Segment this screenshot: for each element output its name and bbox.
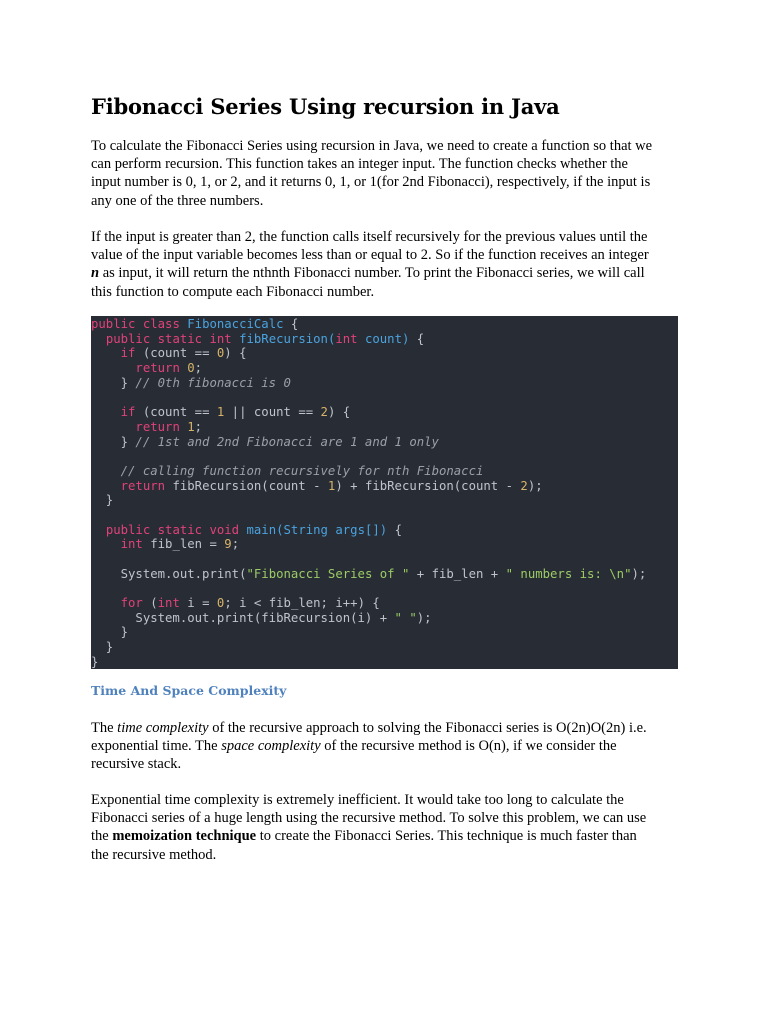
code-line [91, 581, 678, 596]
emphasis-space-complexity: space complexity [221, 738, 321, 755]
text-line: recursive stack. [91, 756, 182, 773]
page-title: Fibonacci Series Using recursion in Java [91, 94, 560, 119]
emphasis-time-complexity: time complexity [117, 720, 209, 736]
code-block [91, 316, 678, 669]
intro-paragraph [91, 137, 681, 210]
text-line: input number is 0, 1, or 2, and it returns 0, 1, or 1(for 2nd Fibonacci), respectively, if the input is [91, 174, 651, 191]
text-fragment: as input, it will return the nthnth Fibonacci number. To print the Fibonacci series, we will call [99, 265, 645, 282]
text-line: Exponential time complexity is extremely inefficient. It would take too long to calculate the [91, 792, 624, 808]
code-line [91, 390, 678, 405]
code-line: return 1; [135, 419, 203, 434]
code-line: } [91, 654, 99, 669]
section-heading: Time And Space Complexity [91, 683, 287, 698]
code-line: } [91, 640, 114, 655]
code-line: } // 0th fibonacci is 0 [91, 375, 291, 390]
code-line: if (count == 1 || count == 2) { [120, 405, 351, 420]
code-line: return 0; [135, 361, 203, 376]
memoization-paragraph [91, 791, 681, 864]
code-line: } [91, 493, 114, 508]
code-line: public static void main(String args[]) { [105, 522, 402, 537]
code-line: for (int i = 0; i < fib_len; i++) { [120, 596, 380, 611]
code-line: int fib_len = 9; [120, 537, 240, 552]
code-line: return fibRecursion(count - 1) + fibRecursion(count - 2); [120, 478, 543, 493]
text-line [91, 264, 681, 282]
text-line: exponential time. The space complexity of the recursive method is O(n), if we consider the [91, 738, 617, 755]
text-line: can perform recursion. This function takes an integer input. The function checks whether the [91, 156, 628, 173]
code-line: System.out.print("Fibonacci Series of " + fib_len + " numbers is: \n"); [91, 566, 647, 581]
text-line: Fibonacci series of a huge length using the recursive method. To solve this problem, we can use [91, 810, 647, 827]
text-line: value of the input variable becomes less than or equal to 2. So if the function receives an integer [91, 247, 649, 264]
text-line: any one of the three numbers. [91, 192, 264, 209]
code-line: public static int fibRecursion(int count) { [105, 331, 425, 346]
code-line [91, 508, 678, 523]
variable-n: n [91, 265, 100, 282]
code-line: System.out.print(fibRecursion(i) + " "); [91, 610, 432, 625]
recursion-paragraph [91, 228, 681, 301]
code-line: public class FibonacciCalc { [91, 317, 299, 331]
text-line: this function to compute each Fibonacci number. [91, 283, 375, 300]
code-line [91, 449, 678, 464]
text-line: the recursive method. [91, 846, 217, 863]
code-line: } // 1st and 2nd Fibonacci are 1 and 1 only [91, 434, 439, 449]
text-line: If the input is greater than 2, the function calls itself recursively for the previous values until the [91, 229, 648, 245]
text-line: The time complexity of the recursive approach to solving the Fibonacci series is O(2n)O(2n) i.e. [91, 720, 647, 736]
code-content [91, 316, 678, 669]
code-line: // calling function recursively for nth Fibonacci [120, 463, 484, 478]
bold-memoization-technique: memoization technique [112, 828, 257, 845]
code-line [91, 552, 678, 567]
complexity-paragraph [91, 719, 681, 774]
code-line: if (count == 0) { [120, 346, 247, 361]
text-line: To calculate the Fibonacci Series using recursion in Java, we need to create a function so that we [91, 138, 653, 154]
text-line: the memoization technique to create the Fibonacci Series. This technique is much faster than [91, 828, 637, 845]
code-line: } [91, 625, 129, 640]
